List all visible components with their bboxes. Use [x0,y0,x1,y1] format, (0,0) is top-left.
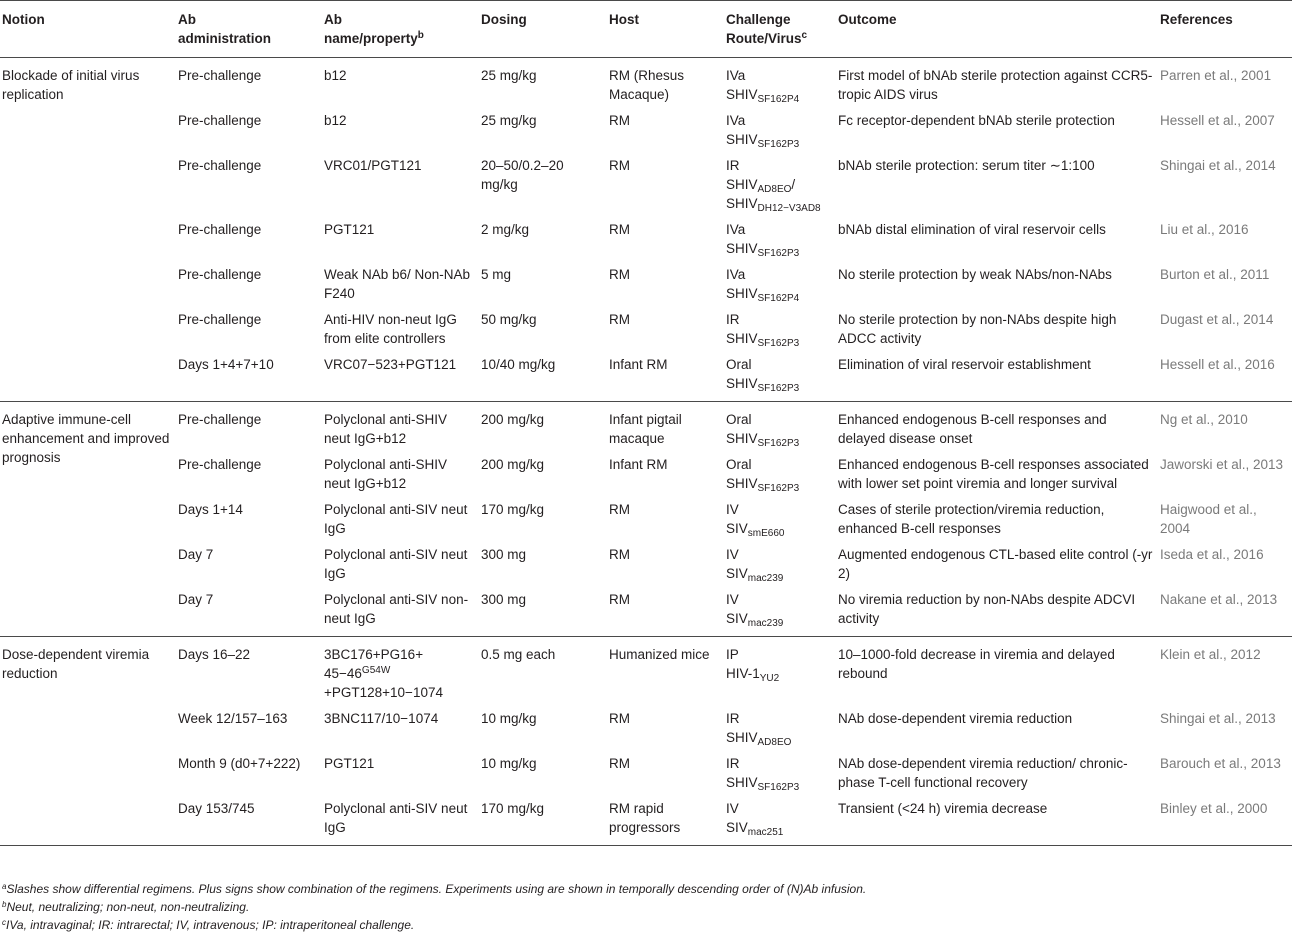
virus-strain: SF162P3 [757,248,800,259]
cell-reference: Dugast et al., 2014 [1160,312,1274,327]
cell-ab-name: Anti-HIV non-neut IgG from elite controllers [324,312,457,346]
virus-name: SHIV [726,730,758,745]
cell-ab-name: PGT121 [324,222,375,237]
virus-name: SHIV [726,775,758,790]
cell-host: RM [609,158,630,173]
header-notion: Notion [2,12,45,27]
challenge-virus [726,429,832,448]
cell-host: RM [609,756,630,771]
cell-ab-name: VRC07−523+PGT121 [324,357,457,372]
cell-reference: Nakane et al., 2013 [1160,592,1278,607]
cell-dosing: 300 mg [481,592,527,607]
challenge-route: IR [726,756,740,771]
cell-dosing: 5 mg [481,267,512,282]
table-row [0,261,1292,306]
cell-reference: Liu et al., 2016 [1160,222,1249,237]
cell-ab-name: b12 [324,113,347,128]
cell-outcome: NAb dose-dependent viremia reduction [838,711,1073,726]
challenge-virus [726,374,832,393]
challenge-virus [726,239,832,258]
challenge-virus [726,284,832,303]
virus-strain: mac239 [747,618,784,629]
header-outcome: Outcome [838,12,897,27]
cell-outcome: NAb dose-dependent viremia reduction/ chronic-phase T-cell functional recovery [838,756,1128,790]
virus-strain: smE660 [747,528,785,539]
cell-ab-name: 3BNC117/10−1074 [324,711,439,726]
virus-name: SIV [726,820,748,835]
cell-host: Infant RM [609,457,668,472]
table-row [0,402,1292,452]
table-row [0,152,1292,216]
cell-outcome: No sterile protection by weak NAbs/non-NAbs [838,267,1112,282]
header-row [0,1,1292,58]
cell-host: RM [609,592,630,607]
table-header [0,1,1292,58]
cell-ab-administration: Month 9 (d0+7+222) [178,756,301,771]
cell-challenge [724,451,836,496]
footnotes [2,880,1290,934]
virus-name: SIV [726,611,748,626]
cell-outcome: 10–1000-fold decrease in viremia and delayed rebound [838,647,1115,681]
footnote-c: $^c$IVa, intravaginal; IR: intrarectal; IV, intravenous; IP: intraperitoneal challenge. [2,918,415,932]
cell-challenge [724,107,836,152]
challenge-route: IVa [726,222,746,237]
table-row [0,306,1292,351]
virus-strain: SF162P3 [757,338,800,349]
challenge-virus [726,130,832,149]
virus-strain: SF162P3 [757,383,800,394]
virus-strain: AD8EO [757,184,792,195]
table-row [0,216,1292,261]
cell-outcome: Augmented endogenous CTL-based elite control (-yr 2) [838,547,1153,581]
cell-ab-administration: Pre-challenge [178,457,262,472]
cell-dosing: 25 mg/kg [481,113,537,128]
table-row [0,541,1292,586]
footnote-mark-c: c [801,30,808,41]
virus-name: SHIV [726,132,758,147]
cell-host: RM [609,113,630,128]
cell-reference: Parren et al., 2001 [1160,68,1272,83]
cell-outcome: bNAb sterile protection: serum titer ∼1:100 [838,158,1095,173]
header-dosing: Dosing [481,12,527,27]
cell-host: RM [609,222,630,237]
challenge-virus [726,85,832,104]
virus-name: SIV [726,566,748,581]
virus-name: SIV [726,521,748,536]
cell-outcome: Elimination of viral reservoir establishment [838,357,1091,372]
cell-notion: Dose-dependent viremia reduction [2,647,150,681]
challenge-virus [726,818,832,837]
ab-name-part: 3BC176+PG16+ 45−46 [324,647,424,681]
challenge-route: IVa [726,113,746,128]
cell-ab-administration: Pre-challenge [178,113,262,128]
cell-host: Humanized mice [609,647,710,662]
challenge-virus [726,564,832,583]
virus-name: SHIV [726,376,758,391]
table-row [0,58,1292,108]
virus-strain: SF162P4 [757,94,800,105]
cell-challenge [724,261,836,306]
cell-dosing: 170 mg/kg [481,801,545,816]
cell-outcome: bNAb distal elimination of viral reservoir cells [838,222,1106,237]
cell-ab-administration: Days 1+14 [178,502,243,517]
virus-separator: / [791,177,796,192]
cell-host: RM [609,711,630,726]
cell-reference: Haigwood et al., 2004 [1160,502,1257,536]
cell-dosing: 25 mg/kg [481,68,537,83]
virus-strain: mac251 [747,827,784,838]
cell-challenge [724,750,836,795]
challenge-route: Oral [726,357,752,372]
challenge-route: Oral [726,457,752,472]
cell-dosing: 200 mg/kg [481,457,545,472]
cell-ab-administration: Day 7 [178,592,214,607]
header-ab-administration: Ab administration [178,12,272,46]
cell-host: Infant RM [609,357,668,372]
virus-name: SHIV [726,241,758,256]
cell-ab-administration: Pre-challenge [178,267,262,282]
virus-name: HIV-1 [726,666,760,681]
footnote-a: $^a$Slashes show differential regimens. Plus signs show combination of the regimens. Experiments using are shown in temporally descending order of (N)Ab infusion. [2,882,867,896]
cell-dosing: 10 mg/kg [481,756,537,771]
table-row [0,496,1292,541]
cell-reference: Iseda et al., 2016 [1160,547,1264,562]
cell-dosing: 10/40 mg/kg [481,357,556,372]
table-group [0,58,1292,402]
cell-challenge [724,152,836,216]
virus-name: SHIV [726,87,758,102]
virus-name: SHIV [726,286,758,301]
cell-ab-name: Polyclonal anti-SIV neut IgG [324,547,468,581]
cell-dosing: 300 mg [481,547,527,562]
cell-outcome: Enhanced endogenous B-cell responses associated with lower set point viremia and longer survival [838,457,1149,491]
cell-ab-name: Polyclonal anti-SHIV neut IgG+b12 [324,412,448,446]
cell-challenge [724,402,836,452]
table-row [0,750,1292,795]
cell-challenge [724,586,836,637]
virus-strain: SF162P3 [757,438,800,449]
header-references: References [1160,12,1233,27]
cell-host: RM (Rhesus Macaque) [609,68,685,102]
cell-ab-administration: Day 7 [178,547,214,562]
cell-outcome: Cases of sterile protection/viremia reduction, enhanced B-cell responses [838,502,1105,536]
virus-name: SHIV [726,177,758,192]
cell-ab-administration: Days 16–22 [178,647,251,662]
virus-strain: AD8EO [757,737,792,748]
virus-strain: SF162P3 [757,782,800,793]
cell-host: RM [609,267,630,282]
table-row [0,637,1292,706]
virus-name: SHIV [726,196,758,211]
cell-challenge [724,496,836,541]
table-row [0,451,1292,496]
ab-name-part: +PGT128+10−1074 [324,685,443,700]
cell-host: RM rapid progressors [609,801,681,835]
cell-reference: Barouch et al., 2013 [1160,756,1281,771]
cell-reference: Shingai et al., 2014 [1160,158,1276,173]
cell-ab-administration: Pre-challenge [178,222,262,237]
cell-ab-name: Polyclonal anti-SHIV neut IgG+b12 [324,457,448,491]
cell-challenge [724,58,836,108]
cell-notion: Blockade of initial virus replication [2,68,140,102]
challenge-virus [726,773,832,792]
challenge-virus [726,664,832,683]
header-ab-name-property: Ab name/property$^b$ [324,12,424,46]
challenge-route: IV [726,547,739,562]
cell-reference: Binley et al., 2000 [1160,801,1268,816]
virus-name: SHIV [726,476,758,491]
cell-ab-name [322,637,479,706]
cell-reference: Burton et al., 2011 [1160,267,1270,282]
challenge-route: IV [726,592,739,607]
cell-dosing: 20–50/0.2–20 mg/kg [481,158,564,192]
cell-dosing: 0.5 mg each [481,647,556,662]
table-group [0,637,1292,846]
virus-strain: mac239 [747,573,784,584]
table-row [0,705,1292,750]
virus-strain: SF162P4 [757,293,800,304]
cell-notion: Adaptive immune-cell enhancement and improved prognosis [2,412,170,465]
challenge-route: IVa [726,68,746,83]
challenge-route: IR [726,711,740,726]
header-challenge-route-virus: Challenge Route/Virus$^c$ [726,12,808,46]
cell-challenge [724,541,836,586]
cell-dosing: 50 mg/kg [481,312,537,327]
table-row [0,586,1292,637]
cell-outcome: Enhanced endogenous B-cell responses and delayed disease onset [838,412,1107,446]
challenge-virus [726,329,832,348]
cell-ab-name: Polyclonal anti-SIV neut IgG [324,502,468,536]
cell-host: RM [609,312,630,327]
challenge-route: IVa [726,267,746,282]
challenge-virus [726,728,832,747]
cell-reference: Ng et al., 2010 [1160,412,1248,427]
challenge-virus [726,609,832,628]
virus-strain: SF162P3 [757,483,800,494]
cell-ab-administration: Week 12/157–163 [178,711,288,726]
cell-ab-name: Polyclonal anti-SIV non-neut IgG [324,592,469,626]
cell-host: RM [609,502,630,517]
challenge-virus [726,474,832,493]
cell-outcome: No sterile protection by non-NAbs despite high ADCC activity [838,312,1117,346]
cell-reference: Shingai et al., 2013 [1160,711,1276,726]
virus-strain: DH12−V3AD8 [757,203,821,214]
footnote-mark-b: b [417,30,424,41]
challenge-route: IR [726,158,740,173]
cell-dosing: 170 mg/kg [481,502,545,517]
challenge-route: IP [726,647,739,662]
header-host: Host [609,12,639,27]
cell-dosing: 200 mg/kg [481,412,545,427]
footnote-b: $^b$Neut, neutralizing; non-neut, non-neutralizing. [2,900,250,914]
cell-reference: Hessell et al., 2016 [1160,357,1275,372]
cell-challenge [724,306,836,351]
cell-ab-administration: Days 1+4+7+10 [178,357,274,372]
cell-host: RM [609,547,630,562]
cell-outcome: Transient (<24 h) viremia decrease [838,801,1048,816]
cell-outcome: No viremia reduction by non-NAbs despite ADCVI activity [838,592,1136,626]
cell-ab-name: Weak NAb b6/ Non-NAb F240 [324,267,471,301]
virus-name: SHIV [726,431,758,446]
cell-host: Infant pigtail macaque [609,412,682,446]
cell-challenge [724,795,836,846]
challenge-virus [726,519,832,538]
cell-reference: Klein et al., 2012 [1160,647,1261,662]
table-row [0,795,1292,846]
virus-name: SHIV [726,331,758,346]
table-group [0,402,1292,637]
cell-ab-name: VRC01/PGT121 [324,158,422,173]
cell-ab-administration: Pre-challenge [178,158,262,173]
cell-reference: Hessell et al., 2007 [1160,113,1275,128]
virus-strain: YU2 [759,673,780,684]
challenge-route: Oral [726,412,752,427]
cell-challenge [724,637,836,706]
table-row [0,107,1292,152]
table-row [0,351,1292,402]
cell-dosing: 2 mg/kg [481,222,530,237]
cell-ab-administration: Pre-challenge [178,68,262,83]
challenge-route: IV [726,502,739,517]
cell-challenge [724,216,836,261]
cell-dosing: 10 mg/kg [481,711,537,726]
cell-ab-name: PGT121 [324,756,375,771]
cell-ab-administration: Pre-challenge [178,312,262,327]
cell-outcome: First model of bNAb sterile protection against CCR5-tropic AIDS virus [838,68,1153,102]
cell-ab-administration: Pre-challenge [178,412,262,427]
challenge-route: IV [726,801,739,816]
virus-strain: SF162P3 [757,139,800,150]
cell-challenge [724,705,836,750]
cell-ab-administration: Day 153/745 [178,801,255,816]
cell-reference: Jaworski et al., 2013 [1160,457,1284,472]
cell-ab-name: b12 [324,68,347,83]
cell-challenge [724,351,836,402]
cell-outcome: Fc receptor-dependent bNAb sterile protection [838,113,1115,128]
challenge-route: IR [726,312,740,327]
ab-name-superscript: G54W [361,665,391,676]
challenge-virus [726,175,832,213]
cell-ab-name: Polyclonal anti-SIV neut IgG [324,801,468,835]
